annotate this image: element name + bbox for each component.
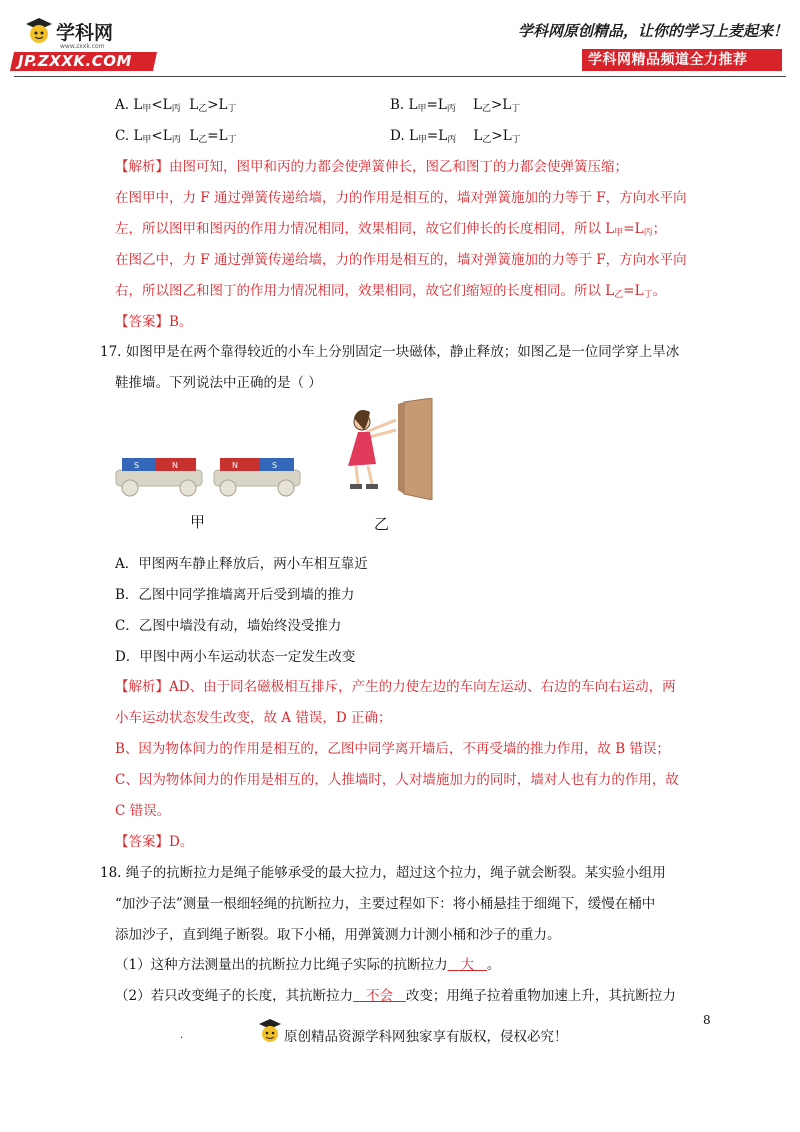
magnet-pole: S [272, 461, 278, 470]
q18-part-2: （2）若只改变绳子的长度，其抗断拉力 不会 改变；用绳子拉着重物加速上升，其抗断拉力 [115, 988, 676, 1004]
q17-answer: 【答案】D。 [115, 834, 194, 850]
q16-option-d: D. $L_甲=L_丙$ $L_乙>L_丁$ [390, 128, 521, 145]
magnet-pole: N [172, 461, 178, 470]
q18-answer-1: 大 [447, 957, 487, 973]
magnet-pole: S [134, 461, 140, 470]
q16-analysis-line: 右，所以图乙和图丁的作用力情况相同，效果相同，故它们缩短的长度相同。所以 $L_乙=L_丁$。 [115, 283, 667, 300]
header-rule [14, 76, 786, 77]
mascot-icon [257, 1016, 283, 1046]
q17-analysis-line: B、因为物体间力的作用是相互的，乙图中同学离开墙后，不再受墙的推力作用，故 B 错误； [115, 741, 670, 757]
figure-label-yi: 乙 [374, 515, 390, 533]
q16-analysis-line: 在图甲中，力 F 通过弹簧传递给墙，力的作用是相互的，墙对弹簧施加的力等于 F，方向水平向 [115, 190, 687, 206]
q17-option-d: D．甲图中两小车运动状态一定发生改变 [115, 649, 356, 665]
q16-analysis-line: 左，所以图甲和图丙的作用力情况相同，效果相同，故它们伸长的长度相同，所以 $L_甲=L_丙$； [115, 221, 667, 238]
q18-part-1: （1）这种方法测量出的抗断拉力比绳子实际的抗断拉力 大 。 [115, 957, 501, 973]
logo-cn: 学科网 [56, 22, 114, 44]
q17-analysis-line: C 错误。 [115, 803, 171, 819]
cart-right [214, 458, 300, 496]
footer-copyright: 原创精品资源学科网独家享有版权，侵权必究！ [284, 1029, 568, 1045]
page-number: 8 [703, 1013, 711, 1027]
q18-stem: 18. 绳子的抗断拉力是绳子能够承受的最大拉力，超过这个拉力，绳子就会断裂。某实验小组用 [100, 865, 666, 881]
q17-analysis-line: 【解析】AD、由于同名磁极相互排斥，产生的力使左边的车向左运动、右边的车向右运动，两 [115, 679, 676, 695]
magnet-pole: N [232, 461, 238, 470]
header-channel: 学科网精品频道全力推荐 [588, 52, 748, 68]
figure-magnet-carts [112, 450, 307, 500]
q17-option-a: A．甲图两车静止释放后，两小车相互靠近 [115, 556, 368, 572]
q17-option-c: C．乙图中墙没有动，墙始终没受推力 [115, 618, 342, 634]
logo-small-url: www.zxxk.com [60, 43, 105, 50]
cart-left [116, 458, 202, 496]
q16-option-c: C. $L_甲<L_丙$ $L_乙=L_丁$ [115, 128, 237, 145]
q18-answer-2: 不会 [353, 988, 406, 1004]
header-slogan: 学科网原创精品，让你的学习上麦起来！ [518, 22, 789, 40]
figure-label-jia: 甲 [190, 513, 206, 531]
q17-analysis-line: C、因为物体间力的作用是相互的，人推墙时，人对墙施加力的同时，墙对人也有力的作用，故 [115, 772, 679, 788]
logo-url: JP.ZXXK.COM [18, 52, 132, 70]
q16-option-b: B. $L_甲=L_丙$ $L_乙>L_丁$ [390, 97, 521, 114]
q17-option-b: B．乙图中同学推墙离开后受到墙的推力 [115, 587, 355, 603]
q16-answer: 【答案】B。 [115, 314, 193, 330]
q17-stem: 17. 如图甲是在两个靠得较近的小车上分别固定一块磁体，静止释放；如图乙是一位同学穿上旱冰 [100, 344, 680, 360]
q17-stem: 鞋推墙。下列说法中正确的是（ ） [115, 375, 322, 391]
mascot-icon [22, 14, 56, 48]
logo [12, 12, 162, 72]
q17-analysis-line: 小车运动状态发生改变，故 A 错误，D 正确； [115, 710, 392, 726]
q16-analysis-line: 在图乙中，力 F 通过弹簧传递给墙，力的作用是相互的，墙对弹簧施加的力等于 F，方向水平向 [115, 252, 687, 268]
q16-analysis-line: 【解析】由图可知，图甲和丙的力都会使弹簧伸长，图乙和图丁的力都会使弹簧压缩； [115, 159, 628, 175]
q18-stem: 添加沙子，直到绳子断裂。取下小桶，用弹簧测力计测小桶和沙子的重力。 [115, 927, 561, 943]
q16-option-a: A. $L_甲<L_丙$ $L_乙>L_丁$ [115, 97, 237, 114]
figure-push-wall [340, 398, 440, 500]
q18-stem: “加沙子法”测量一根细轻绳的抗断拉力，主要过程如下：将小桶悬挂于细绳下，缓慢在桶中 [115, 896, 656, 912]
footer-dot: . [180, 1030, 184, 1041]
